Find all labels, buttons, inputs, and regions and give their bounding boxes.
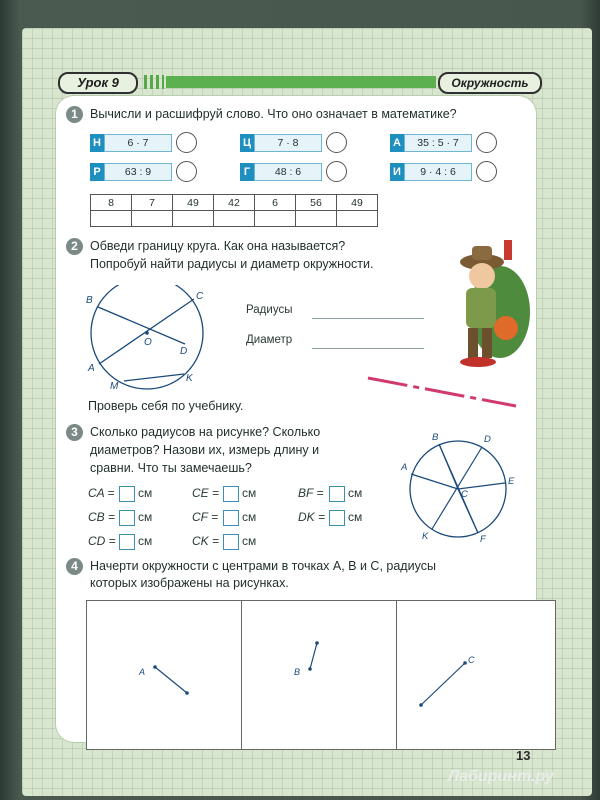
equation-cf xyxy=(192,510,256,526)
cipher-expression: 35 : 5 · 7 xyxy=(404,134,472,152)
label-c: C xyxy=(468,655,475,665)
segment-bd xyxy=(98,307,185,344)
drawing-box-a[interactable] xyxy=(86,600,246,750)
equation-dk xyxy=(298,510,362,526)
diameter-answer-line[interactable] xyxy=(312,348,424,349)
radii-answer-line[interactable] xyxy=(312,318,424,319)
task3-line-2: диаметров? Назови их, измерь длину и xyxy=(90,443,320,457)
leg-right xyxy=(482,328,492,358)
answer-circle[interactable] xyxy=(176,161,197,182)
radii-label: Радиусы xyxy=(246,304,293,316)
equation-cb xyxy=(88,510,152,526)
point-label-m: M xyxy=(110,381,119,392)
jacket-shape xyxy=(466,288,496,328)
task3-line-1: Сколько радиусов на рисунке? Сколько xyxy=(90,425,321,439)
radius-b xyxy=(310,643,317,669)
radius-a xyxy=(155,667,187,693)
point-label-a: A xyxy=(88,363,95,374)
unit-label: см xyxy=(242,534,257,549)
point-label-d: D xyxy=(180,346,188,357)
task1-text: Вычисли и расшифруй слово. Что оно означает в математике? xyxy=(90,107,457,121)
header-bar xyxy=(166,76,436,88)
decode-answer-cell[interactable] xyxy=(91,211,132,227)
drawing-box-c[interactable] xyxy=(396,600,556,750)
decode-answer-cell[interactable] xyxy=(337,211,378,227)
decode-cell: 49 xyxy=(173,195,214,211)
decode-cell: 49 xyxy=(337,195,378,211)
point-label-o: O xyxy=(144,337,152,348)
unit-label: см xyxy=(138,510,153,525)
cipher-letter: Н xyxy=(90,134,104,152)
center-b xyxy=(308,667,312,671)
answer-circle[interactable] xyxy=(326,161,347,182)
unit-label: см xyxy=(242,486,257,501)
cipher-letter: Р xyxy=(90,163,104,181)
cipher-letter: И xyxy=(390,163,404,181)
equation-bf xyxy=(298,486,362,502)
diameter-dk xyxy=(432,447,482,529)
decode-cell: 7 xyxy=(132,195,173,211)
drawing-box-b[interactable] xyxy=(241,600,401,750)
point-label-k: K xyxy=(186,373,193,384)
equation-label: BF = xyxy=(298,486,324,501)
task2-line-1: Обведи границу круга. Как она называется? xyxy=(90,239,346,253)
task-number-1: 1 xyxy=(66,106,83,123)
page-number: 13 xyxy=(516,748,531,763)
radius-end-c xyxy=(419,703,423,707)
label-a: A xyxy=(139,667,146,677)
leg-left xyxy=(468,328,478,358)
answer-circle[interactable] xyxy=(326,132,347,153)
decode-answer-cell[interactable] xyxy=(296,211,337,227)
decorative-dashed-line xyxy=(366,374,526,410)
equation-label: DK = xyxy=(298,510,326,525)
unit-label: см xyxy=(138,486,153,501)
unit-label: см xyxy=(242,510,257,525)
cipher-expression: 6 · 7 xyxy=(104,134,172,152)
unit-label: см xyxy=(348,486,363,501)
radius-ca xyxy=(411,474,458,489)
decode-answer-row xyxy=(91,211,378,227)
header-stripes xyxy=(144,75,164,89)
lesson-header xyxy=(58,70,538,92)
equation-label: CE = xyxy=(192,486,220,501)
equation-cd xyxy=(88,534,152,550)
radius-b-figure xyxy=(242,601,400,749)
radius-c-figure xyxy=(397,601,555,749)
decode-cell: 6 xyxy=(255,195,296,211)
center-a xyxy=(153,665,157,669)
shoes-shape xyxy=(460,357,496,367)
equation-label: CF = xyxy=(192,510,219,525)
answer-circle[interactable] xyxy=(476,132,497,153)
equation-ce xyxy=(192,486,256,502)
task4-line-1: Начерти окружности с центрами в точках A, B и C, радиусы xyxy=(90,559,436,573)
point-label-c: C xyxy=(461,489,468,500)
equation-ck xyxy=(192,534,256,550)
diameter-label: Диаметр xyxy=(246,334,293,346)
decode-cell: 42 xyxy=(214,195,255,211)
unit-label: см xyxy=(348,510,363,525)
equation-label: CD = xyxy=(88,534,116,549)
answer-box[interactable] xyxy=(329,486,345,502)
answer-box[interactable] xyxy=(119,510,135,526)
decode-answer-cell[interactable] xyxy=(214,211,255,227)
answer-box[interactable] xyxy=(223,486,239,502)
cipher-expression: 9 · 4 : 6 xyxy=(404,163,472,181)
decode-table xyxy=(90,194,378,227)
label-b: B xyxy=(294,667,301,677)
task4-line-2: которых изображены на рисунках. xyxy=(90,576,289,590)
radius-end-b xyxy=(315,641,319,645)
flag-post xyxy=(504,240,512,260)
equation-label: CA = xyxy=(88,486,115,501)
orange-shape xyxy=(494,316,518,340)
task3-line-3: сравни. Что ты замечаешь? xyxy=(90,461,252,475)
point-label-d: D xyxy=(484,434,491,445)
radius-c xyxy=(421,663,465,705)
equation-label: CB = xyxy=(88,510,116,525)
answer-box[interactable] xyxy=(329,510,345,526)
decode-answer-cell[interactable] xyxy=(132,211,173,227)
lesson-label: Урок 9 xyxy=(58,72,138,94)
point-label-k: K xyxy=(422,531,429,542)
chord-mk xyxy=(124,374,184,381)
point-label-b: B xyxy=(432,432,439,443)
cartoon-illustration xyxy=(448,232,534,372)
answer-circle[interactable] xyxy=(176,132,197,153)
task-number-2: 2 xyxy=(66,238,83,255)
point-label-b: B xyxy=(86,295,93,306)
decode-cell: 8 xyxy=(91,195,132,211)
answer-box[interactable] xyxy=(223,534,239,550)
task-number-3: 3 xyxy=(66,424,83,441)
center-c xyxy=(463,661,467,665)
equation-label: CK = xyxy=(192,534,220,549)
decode-answer-cell[interactable] xyxy=(255,211,296,227)
equation-ca xyxy=(88,486,152,502)
answer-box[interactable] xyxy=(119,534,135,550)
circle-figure-2 xyxy=(398,426,528,552)
topic-label: Окружность xyxy=(438,72,542,94)
pink-dashed-line xyxy=(368,378,516,406)
answer-box[interactable] xyxy=(119,486,135,502)
point-label-a: A xyxy=(401,462,408,473)
check-note: Проверь себя по учебнику. xyxy=(88,399,244,413)
point-label-e: E xyxy=(508,476,515,487)
radius-a-figure xyxy=(87,601,245,749)
decode-cell: 56 xyxy=(296,195,337,211)
circle-figure-1 xyxy=(80,285,230,395)
cipher-letter: А xyxy=(390,134,404,152)
unit-label: см xyxy=(138,534,153,549)
task2-line-2: Попробуй найти радиусы и диаметр окружности. xyxy=(90,257,374,271)
answer-box[interactable] xyxy=(223,510,239,526)
cipher-letter: Ц xyxy=(240,134,254,152)
cipher-expression: 63 : 9 xyxy=(104,163,172,181)
point-label-f: F xyxy=(480,534,486,545)
cipher-letter: Г xyxy=(240,163,254,181)
cipher-expression: 48 : 6 xyxy=(254,163,322,181)
center-point xyxy=(145,331,149,335)
face-shape xyxy=(469,263,495,289)
answer-circle[interactable] xyxy=(476,161,497,182)
task-number-4: 4 xyxy=(66,558,83,575)
cipher-expression: 7 · 8 xyxy=(254,134,322,152)
decode-number-row xyxy=(91,195,378,211)
point-label-c: C xyxy=(196,291,204,302)
decode-answer-cell[interactable] xyxy=(173,211,214,227)
watermark-text: Лабиринт.ру xyxy=(448,768,554,785)
hat-crown xyxy=(472,246,492,260)
radius-end-a xyxy=(185,691,189,695)
